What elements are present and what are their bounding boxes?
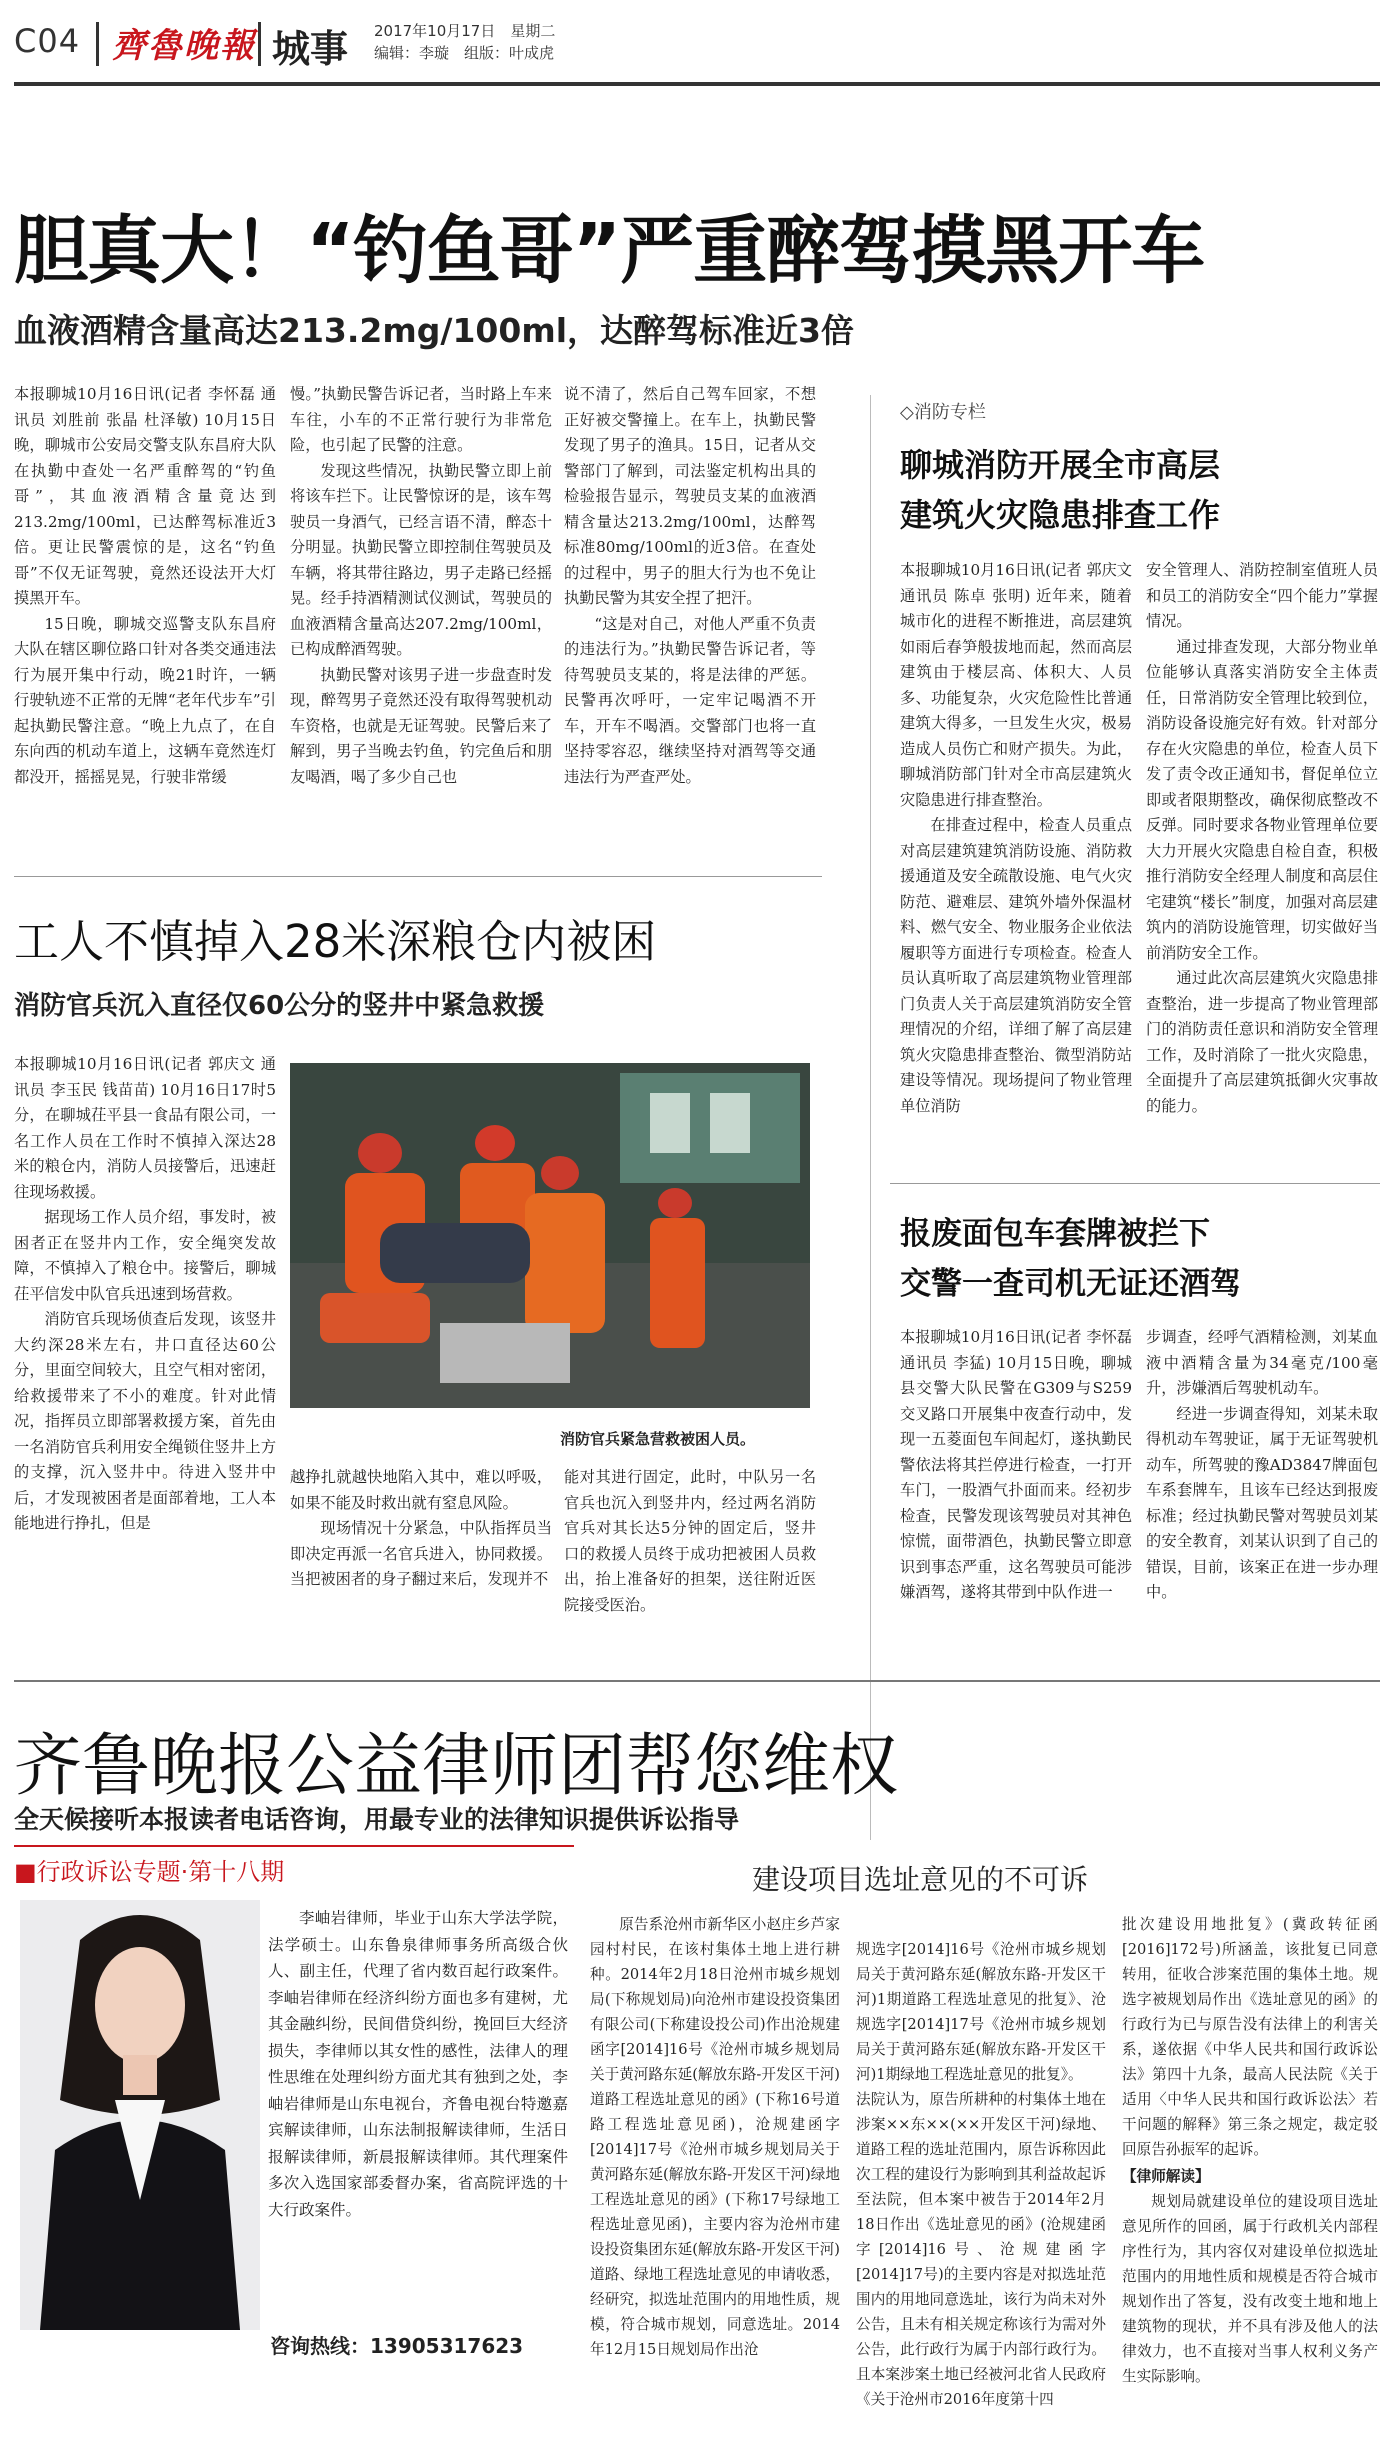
section-title: 城事 <box>272 26 349 71</box>
story3-paragraph: 在排查过程中，检查人员重点对高层建筑建筑消防设施、消防救援通道及安全疏散设施、电气火灾防范、避难层、建筑外墙外保温材料、燃气安全、物业服务企业依法履职等方面进行专项检查。检查人员认真听取了高层建筑物业管理部门负责人关于高层建筑消防安全管理情况的介绍，详细了解了高层建筑火灾隐患排查整治、微型消防站建设等情况。现场提问了物业管理单位消防 <box>900 816 1132 1115</box>
column-tag: ■行政诉讼专题·第十八期 <box>14 1858 285 1886</box>
story3-headline-line1: 聊城消防开展全市高层 <box>900 446 1221 484</box>
story2-paragraph: 本报聊城10月16日讯(记者 郭庆文 通讯员 李玉民 钱苗苗) 10月16日17时5分，在聊城茌平县一食品有限公司，一名工作人员在工作时不慎掉入深达28米的粮仓内，消防人员接警后，迅速赶往现场救援。 <box>14 1055 276 1201</box>
divider <box>14 876 822 877</box>
story1-paragraph: 本报聊城10月16日讯(记者 李怀磊 通讯员 刘胜前 张晶 杜泽敏) 10月15日晚，聊城市公安局交警支队东昌府大队在执勤中查处一名严重醉驾的“钓鱼哥”，其血液酒精含量竟达到213.2mg/100ml，已达醉驾标准近3倍。更让民警震惊的是，这名“钓鱼哥”不仅无证驾驶，竟然还设法开大灯摸黑开车。 <box>14 385 276 607</box>
story4-headline-line2: 交警一查司机无证还酒驾 <box>900 1266 1241 1302</box>
lawyer-bio <box>268 1905 568 2223</box>
story2-paragraph: 越挣扎就越快地陷入其中，难以呼吸，如果不能及时救出就有窒息风险。 <box>290 1468 552 1512</box>
story2-paragraph: 能对其进行固定，此时，中队另一名官兵也沉入到竖井内，经过两名消防官兵对其长达5分钟的固定后，竖井口的救援人员终于成功把被困人员救出，抬上准备好的担架，送往附近医院接受医治。 <box>564 1468 816 1614</box>
photo-caption: 消防官兵紧急营救被困人员。 <box>560 1430 756 1448</box>
story1-paragraph: 执勤民警对该男子进一步盘查时发现，醉驾男子竟然还没有取得驾驶机动车资格，也就是无证驾驶。民警后来了解到，男子当晚去钓鱼，钓完鱼后和朋友喝酒，喝了多少自己也 <box>290 665 552 786</box>
story4-column-2 <box>1146 1325 1378 1606</box>
newspaper-logo: 齊魯晚報 <box>112 26 256 66</box>
story1-headline: 胆真大！“钓鱼哥”严重醉驾摸黑开车 <box>14 208 1205 294</box>
story2-column-2 <box>290 1465 552 1593</box>
consultation-hotline: 咨询热线：13905317623 <box>270 2334 524 2358</box>
lawyer-photo <box>20 1900 260 2330</box>
story1-paragraph: “这是对自己，对他人严重不负责的违法行为。”执勤民警告诉记者，等待驾驶员支某的，将是法律的严惩。民警再次呼吁，一定牢记喝酒不开车，开车不喝酒。交警部门也将一直坚持零容忍，继续坚持对酒驾等交通违法行为严查严处。 <box>564 614 816 786</box>
story3-paragraph: 本报聊城10月16日讯(记者 郭庆文 通讯员 陈卓 张明) 近年来，随着城市化的进程不断推进，高层建筑如雨后春笋般拔地而起，然而高层建筑由于楼层高、体积大、人员多、功能复杂，火灾危险性比普通建筑大得多，一旦发生火灾，极易造成人员伤亡和财产损失。为此，聊城消防部门针对全市高层建筑火灾隐患进行排查整治。 <box>900 561 1132 809</box>
story2-paragraph: 据现场工作人员介绍，事发时，被困者正在竖井内工作，安全绳突发故障，不慎掉入了粮仓中。接警后，聊城茌平信发中队官兵迅速到场营救。 <box>14 1208 276 1303</box>
story3-paragraph: 通过排查发现，大部分物业单位能够认真落实消防安全主体责任，日常消防安全管理比较到位，消防设备设施完好有效。针对部分存在火灾隐患的单位，检查人员下发了责令改正通知书，督促单位立即或者限期整改，确保彻底整改不反弹。同时要求各物业管理单位要大力开展火灾隐患自检自查，积极推行消防安全经理人制度和高层住宅建筑“楼长”制度，加强对高层建筑内的消防设施管理，切实做好当前消防安全工作。 <box>1146 637 1378 962</box>
story4-paragraph: 经进一步调查得知，刘某未取得机动车驾驶证，属于无证驾驶机动车，所驾驶的豫AD3847牌面包车系套牌车，且该车已经达到报废标准；经过执勤民警对驾驶员刘某的安全教育，刘某认识到了自己的错误，目前，该案正在进一步办理中。 <box>1146 1404 1378 1601</box>
column-tag-rule <box>14 1845 574 1847</box>
divider <box>14 1680 1380 1682</box>
story1-subhead: 血液酒精含量高达213.2mg/100ml，达醉驾标准近3倍 <box>14 311 854 350</box>
story5-column-1 <box>590 1912 840 2362</box>
story2-paragraph: 消防官兵现场侦查后发现，该竖井大约深28米左右，井口直径达60公分，里面空间较大，且空气相对密闭，给救援带来了不小的难度。针对此情况，指挥员立即部署救援方案，首先由一名消防官兵利用安全绳锁住竖井上方的支撑，沉入竖井中。待进入竖井中后，才发现被困者是面部着地，工人本能地进行挣扎，但是 <box>14 1310 276 1532</box>
story5-subhead: 全天候接听本报读者电话咨询，用最专业的法律知识提供诉讼指导 <box>14 1805 740 1834</box>
story5-paragraph: 批次建设用地批复》(冀政转征函[2016]172号)所涵盖，该批复已同意转用，征收合涉案范围的集体土地。规选字被规划局作出《选址意见的函》的行政行为已与原告没有法律上的利害关系，遂依据《中华人民共和国行政诉讼法》第四十九条，最高人民法院《关于适用〈中华人民共和国行政诉讼法〉若干问题的解释》第三条之规定，裁定驳回原告孙振军的起诉。 <box>1122 1916 1378 2158</box>
story3-column-2 <box>1146 558 1378 1119</box>
story4-headline-line1: 报废面包车套牌被拦下 <box>900 1216 1210 1252</box>
lawyer-portrait <box>20 1900 260 2330</box>
divider <box>890 1183 1380 1184</box>
date-line: 2017年10月17日 星期二 <box>374 22 556 40</box>
story3-column-1 <box>900 558 1132 1119</box>
story1-column-1 <box>14 382 276 790</box>
rescue-photo <box>290 1063 810 1408</box>
story2-column-3 <box>564 1465 816 1618</box>
header-rule <box>14 82 1380 86</box>
fire-column-tag: ◇消防专栏 <box>900 402 986 423</box>
story5-headline: 齐鲁晚报公益律师团帮您维权 <box>14 1727 899 1806</box>
story5-column-3 <box>1122 1912 1378 2389</box>
lawyer-commentary: 规划局就建设单位的建设项目选址意见所作的回函，属于行政机关内部程序性行为，其内容仅对建设单位拟选址范围内的用地性质和规模是否符合城市规划作出了答复，没有改变土地和地上建筑物的现状，并不具有涉及他人的法律效力，也不直接对当事人权利义务产生实际影响。 <box>1122 2193 1378 2385</box>
story2-paragraph: 现场情况十分紧急，中队指挥员当即决定再派一名官兵进入，协同救援。当把被困者的身子翻过来后，发现并不 <box>290 1519 552 1588</box>
story4-column-1 <box>900 1325 1132 1606</box>
header-divider <box>96 22 99 66</box>
story5-paragraph: 规选字[2014]16号《沧州市城乡规划局关于黄河路东延(解放东路-开发区干河)1期道路工程选址意见的批复》、沧规选字[2014]17号《沧州市城乡规划局关于黄河路东延(解放东路-开发区干河)1期绿地工程选址意见的批复》。 法院认为，原告所耕种的村集体土地在涉案××东××(××开发区干河)绿地、道路工程的选址范围内，原告诉称因此次工程的建设行为影响到其利益故起诉至法院，但本案中被告于2014年2月18日作出《选址意见的函》(沧规建函字[2014]16号、沧规建函字[2014]17号)的主要内容是对拟选址范围内的用地同意选址，该行为尚未对外公告，且未有相关规定称该行为需对外公告，此行政行为属于内部行政行为。且本案涉案土地已经被河北省人民政府《关于沧州市2016年度第十四 <box>856 1941 1106 2408</box>
page-number: C04 <box>14 22 81 60</box>
story2-subhead: 消防官兵沉入直径仅60公分的竖井中紧急救援 <box>14 991 545 1021</box>
story2-column-1 <box>14 1052 276 1537</box>
story1-paragraph: 说不清了，然后自己驾车回家，不想正好被交警撞上。在车上，执勤民警发现了男子的渔具。15日，记者从交警部门了解到，司法鉴定机构出具的检验报告显示，驾驶员支某的血液酒精含量达213.2mg/100ml，达醉驾标准80mg/100ml的近3倍。在查处的过程中，男子的胆大行为也不免让执勤民警为其安全捏了把汗。 <box>564 385 816 607</box>
article-title: 建设项目选址意见的不可诉 <box>752 1863 1089 1896</box>
story2-headline: 工人不慎掉入28米深粮仓内被困 <box>14 915 657 968</box>
story3-headline-line2: 建筑火灾隐患排查工作 <box>900 496 1221 534</box>
story1-column-3 <box>564 382 816 790</box>
lawyer-bio-text: 李岫岩律师，毕业于山东大学法学院，法学硕士。山东鲁泉律师事务所高级合伙人、副主任，代理了省内数百起行政案件。李岫岩律师在经济纠纷方面也多有建树，尤其金融纠纷，民间借贷纠纷，挽回巨大经济损失，李律师以其女性的感性，法律人的理性思维在处理纠纷方面尤其有独到之处，李岫岩律师是山东电视台，齐鲁电视台特邀嘉宾解读律师，山东法制报解读律师，生活日报解读律师，新晨报解读律师。其代理案件多次入选国家部委督办案，省高院评选的十大行政案件。 <box>268 1909 568 2219</box>
lawyer-commentary-label: 【律师解读】 <box>1122 2168 1210 2185</box>
story4-paragraph: 本报聊城10月16日讯(记者 李怀磊 通讯员 李猛) 10月15日晚，聊城县交警大队民警在G309与S259交叉路口开展集中夜查行动中，发现一五菱面包车间起灯，遂执勤民警依法将其拦停进行检查，一打开车门，一股酒气扑面而来。经初步检查，民警发现该驾驶员对其神色惊慌，面带酒色，执勤民警立即意识到事态严重，这名驾驶员可能涉嫌酒驾，遂将其带到中队作进一 <box>900 1328 1132 1601</box>
header-divider <box>258 22 261 66</box>
story5-paragraph: 原告系沧州市新华区小赵庄乡芦家园村村民，在该村集体土地上进行耕种。2014年2月18日沧州市城乡规划局(下称规划局)向沧州市建设投资集团有限公司(下称建设投公司)作出沧规建函字[2014]16号《沧州市城乡规划局关于黄河路东延(解放东路-开发区干河)道路工程选址意见的函》(下称16号道路工程选址意见函)，沧规建函字[2014]17号《沧州市城乡规划局关于黄河路东延(解放东路-开发区干河)绿地工程选址意见的函》(下称17号绿地工程选址意见函)，主要内容为沧州市建设投资集团东延(解放东路-开发区干河)道路、绿地工程选址意见的申请收悉，经研究，拟选址范围内的用地性质，规模，符合城市规划，同意选址。2014年12月15日规划局作出沧 <box>590 1916 840 2358</box>
story1-paragraph: 15日晚，聊城交巡警支队东昌府大队在辖区聊位路口针对各类交通违法行为展开集中行动，晚21时许，一辆行驶轨迹不正常的无牌“老年代步车”引起执勤民警注意。“晚上九点了，在自东向西的机动车道上，这辆车竟然连灯都没开，摇摇晃晃，行驶非常缓 <box>14 614 276 786</box>
column-divider <box>870 395 871 1840</box>
story1-paragraph: 发现这些情况，执勤民警立即上前将该车拦下。让民警惊讶的是，该车驾驶员一身酒气，已经言语不清，醉态十分明显。执勤民警立即控制住驾驶员及车辆，将其带往路边，男子走路已经摇晃。经手持酒精测试仪测试，驾驶员的血液酒精含量高达207.2mg/100ml，已构成醉酒驾驶。 <box>290 461 552 658</box>
story4-paragraph: 步调查，经呼气酒精检测，刘某血液中酒精含量为34毫克/100毫升，涉嫌酒后驾驶机动车。 <box>1146 1328 1378 1397</box>
story5-column-2 <box>856 1912 1106 2437</box>
story3-paragraph: 安全管理人、消防控制室值班人员和员工的消防安全“四个能力”掌握情况。 <box>1146 561 1378 630</box>
story3-paragraph: 通过此次高层建筑火灾隐患排查整治，进一步提高了物业管理部门的消防责任意识和消防安全管理工作，及时消除了一批火灾隐患，全面提升了高层建筑抵御火灾事故的能力。 <box>1146 969 1378 1115</box>
editor-line: 编辑：李璇 组版：叶成虎 <box>374 44 555 62</box>
rescue-photo-illustration <box>290 1063 810 1408</box>
story1-column-2 <box>290 382 552 790</box>
story1-paragraph: 慢。”执勤民警告诉记者，当时路上车来车往，小车的不正常行驶行为非常危险，也引起了民警的注意。 <box>290 385 552 454</box>
